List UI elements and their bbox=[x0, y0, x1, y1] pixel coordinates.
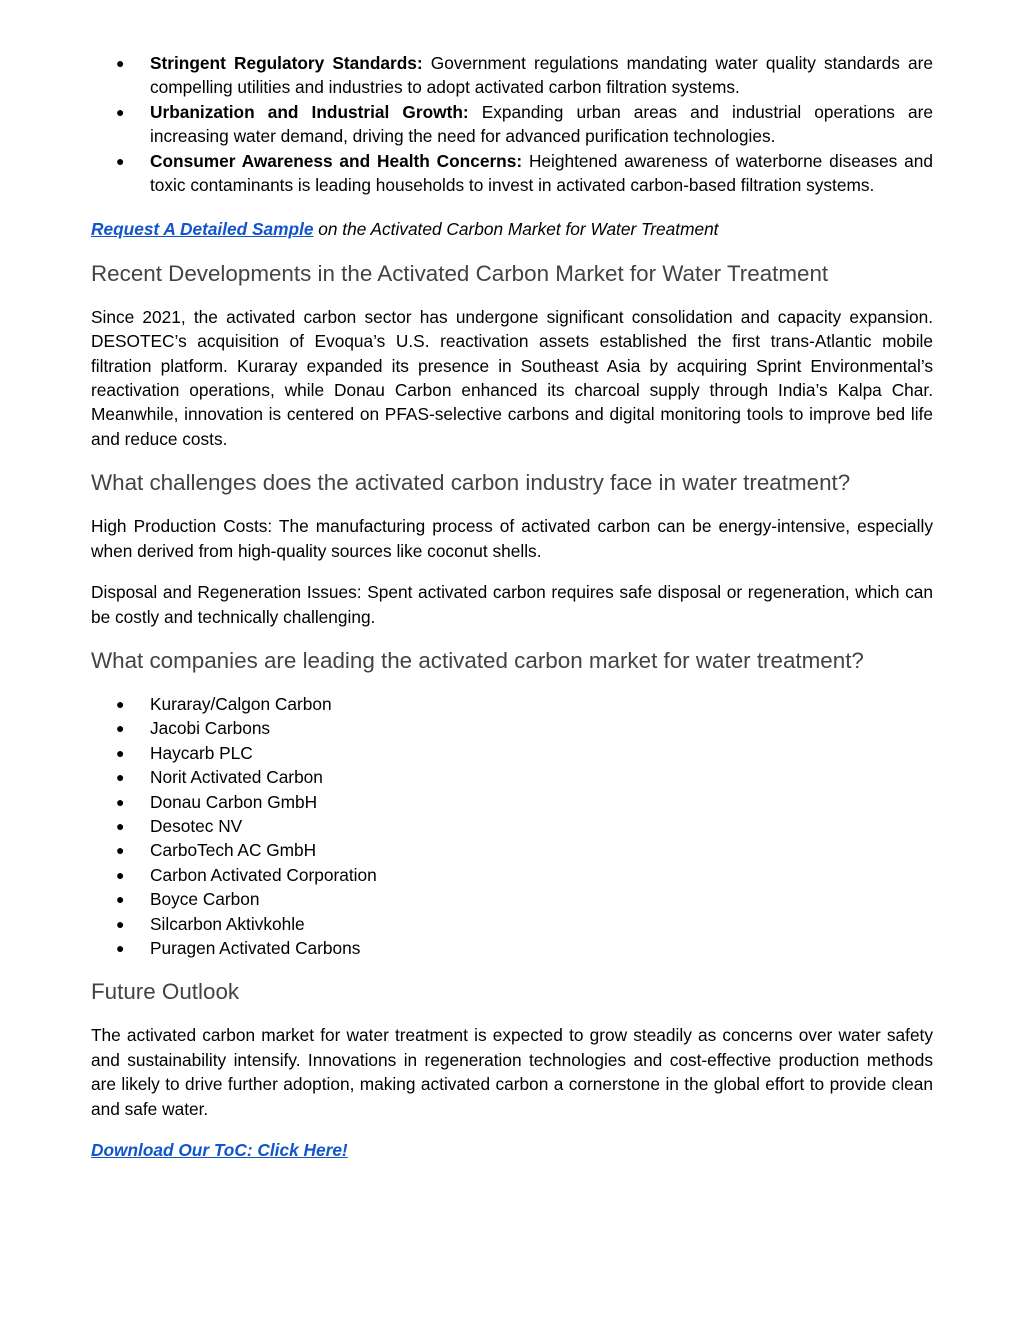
bullet-icon: ● bbox=[116, 842, 125, 859]
request-sample-link[interactable]: Request A Detailed Sample bbox=[91, 219, 314, 240]
bullet-icon: ● bbox=[116, 915, 125, 932]
bullet-icon: ● bbox=[116, 939, 125, 956]
toc-line bbox=[91, 1138, 933, 1162]
challenges-heading: What challenges does the activated carbon industry face in water treatment? bbox=[91, 470, 851, 496]
future-outlook-paragraph: The activated carbon market for water treatment is expected to grow steadily as concerns over water safety and sustainability intensify. Innovations in regeneration technologies and cost-effective production methods are likely to drive further adoption, making activated carbon a cornerstone in the global effort to provide clean and safe water. bbox=[91, 1025, 933, 1119]
recent-developments-paragraph: Since 2021, the activated carbon sector has undergone significant consolidation and capacity expansion. DESOTEC’s acquisition of Evoqua’s U.S. reactivation assets established the first trans-Atlantic mobile filtration platform. Kuraray expanded its presence in Southeast Asia by acquiring Sprint Environmental’s reactivation operations, while Donau Carbon enhanced its charcoal supply through India’s Kalpa Char. Meanwhile, innovation is centered on PFAS-selective carbons and digital monitoring tools to improve bed life and reduce costs. bbox=[91, 306, 933, 449]
list-item bbox=[91, 863, 933, 887]
list-item bbox=[91, 887, 933, 911]
list-item bbox=[91, 912, 933, 936]
list-item bbox=[91, 814, 933, 838]
list-item bbox=[91, 692, 933, 716]
bullet-text: Government regulations mandating water quality standards are compelling utilities and industries to adopt activated carbon filtration systems. bbox=[150, 53, 933, 98]
list-item bbox=[91, 716, 933, 740]
company-name: Haycarb PLC bbox=[150, 742, 253, 763]
company-name: Norit Activated Carbon bbox=[150, 767, 323, 788]
list-item bbox=[91, 149, 933, 198]
bullet-icon: ● bbox=[116, 55, 125, 71]
company-name: Jacobi Carbons bbox=[150, 718, 271, 739]
bullet-icon: ● bbox=[116, 891, 125, 908]
list-item bbox=[91, 838, 933, 862]
bullet-icon: ● bbox=[116, 695, 125, 712]
bullet-icon: ● bbox=[116, 793, 125, 810]
future-outlook-heading: Future Outlook bbox=[91, 979, 240, 1005]
companies-heading: What companies are leading the activated carbon market for water treatment? bbox=[91, 647, 864, 673]
list-item bbox=[91, 100, 933, 149]
sample-request-text: on the Activated Carbon Market for Water Treatment bbox=[313, 219, 719, 240]
list-item bbox=[91, 765, 933, 789]
list-item bbox=[91, 51, 933, 100]
company-name: Silcarbon Aktivkohle bbox=[150, 913, 305, 934]
bullet-icon: ● bbox=[116, 744, 125, 761]
bullet-icon: ● bbox=[116, 866, 125, 883]
company-name: Puragen Activated Carbons bbox=[150, 937, 361, 958]
list-item bbox=[91, 741, 933, 765]
bullet-icon: ● bbox=[116, 720, 125, 737]
download-toc-link[interactable]: Download Our ToC: Click Here! bbox=[91, 1140, 348, 1160]
recent-developments-heading: Recent Developments in the Activated Carbon Market for Water Treatment bbox=[91, 260, 829, 286]
company-name: Kuraray/Calgon Carbon bbox=[150, 693, 332, 714]
bullet-text: Heightened awareness of waterborne diseases and toxic contaminants is leading households to invest in activated carbon-based filtration systems. bbox=[150, 150, 933, 196]
bullet-term: Stringent Regulatory Standards: bbox=[150, 53, 423, 73]
company-name: Carbon Activated Corporation bbox=[150, 864, 377, 885]
list-item bbox=[91, 790, 933, 814]
production-costs-paragraph: High Production Costs: The manufacturing process of activated carbon can be energy-intensive, especially when derived from high-quality sources like coconut shells. bbox=[91, 516, 933, 561]
bullet-text: Expanding urban areas and industrial operations are increasing water demand, driving the need for advanced purification technologies. bbox=[150, 101, 934, 147]
drivers-list bbox=[91, 51, 933, 197]
bullet-icon: ● bbox=[116, 152, 125, 169]
companies-list bbox=[91, 692, 933, 960]
document-page bbox=[91, 0, 933, 1162]
bullet-term: Consumer Awareness and Health Concerns: bbox=[150, 150, 523, 171]
bullet-icon: ● bbox=[116, 769, 125, 786]
bullet-term: Urbanization and Industrial Growth: bbox=[150, 101, 469, 122]
company-name: Boyce Carbon bbox=[150, 889, 260, 910]
company-name: Donau Carbon GmbH bbox=[150, 791, 318, 812]
company-name: Desotec NV bbox=[150, 815, 243, 836]
bullet-icon: ● bbox=[116, 817, 125, 834]
sample-request-line bbox=[91, 217, 933, 241]
disposal-paragraph: Disposal and Regeneration Issues: Spent activated carbon requires safe disposal or regeneration, which can be costly and technically challenging. bbox=[91, 582, 933, 627]
list-item bbox=[91, 936, 933, 960]
company-name: CarboTech AC GmbH bbox=[150, 840, 317, 861]
bullet-icon: ● bbox=[116, 103, 125, 120]
